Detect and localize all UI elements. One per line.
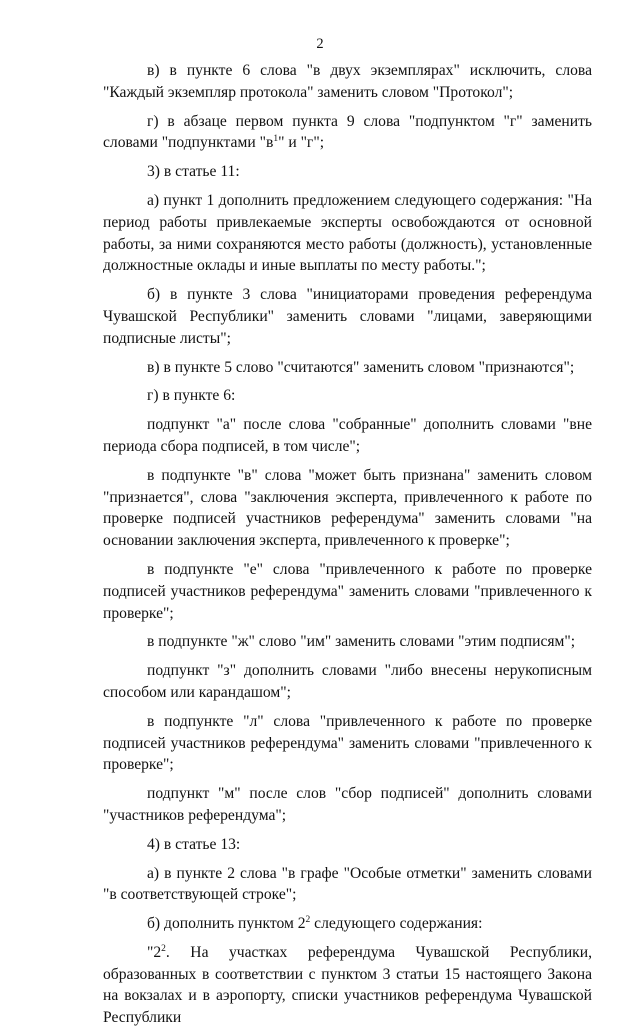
paragraph <box>103 60 592 104</box>
paragraph <box>103 357 592 379</box>
paragraph <box>103 631 592 653</box>
paragraph-text: в подпункте "в" слова "может быть признана" заменить словом "признается", слова "заключения эксперта, привлеченного к работе по проверке подписей участников референдума" заменить словами "на основании заключения эксперта, привлеченного к проверке"; <box>103 466 592 550</box>
paragraph <box>103 385 592 407</box>
paragraph-text: 4) в статье 13: <box>147 835 241 853</box>
paragraph-text: следующего содержания: <box>310 915 483 933</box>
paragraph <box>103 190 592 277</box>
paragraph-text: г) в пункте 6: <box>147 387 236 405</box>
paragraph-text: в подпункте "е" слова "привлеченного к работе по проверке подписей участников референдума" заменить словами "привлеченного к проверке"; <box>103 560 592 622</box>
paragraph-text: а) пункт 1 дополнить предложением следующего содержания: "На период работы привлекаемые эксперты освобождаются от основной работы, за ними сохраняются место работы (должность), установленные должностные оклады и иные выплаты по месту работы."; <box>103 191 592 275</box>
paragraph-text: в) в пункте 6 слова "в двух экземплярах" исключить, слова "Каждый экземпляр протокола" заменить словом "Протокол"; <box>103 62 592 101</box>
paragraph <box>103 284 592 349</box>
paragraph-text: в подпункте "л" слова "привлеченного к работе по проверке подписей участников референдума" заменить словами "привлеченного к проверке"; <box>103 712 592 774</box>
paragraph-text: в) в пункте 5 слово "считаются" заменить словом "признаются"; <box>147 358 575 376</box>
paragraph <box>103 111 592 155</box>
paragraph-text: "2 <box>147 943 162 961</box>
paragraph-text: подпункт "з" дополнить словами "либо внесены нерукописным способом или карандашом"; <box>103 662 592 701</box>
paragraph <box>103 414 592 458</box>
superscript: 2 <box>305 915 311 926</box>
paragraph-text: а) в пункте 2 слова "в графе "Особые отметки" заменить словами "в соответствующей строке"; <box>103 864 592 904</box>
paragraph <box>103 161 592 183</box>
paragraph-text: в подпункте "ж" слово "им" заменить словами "этим подписям"; <box>147 633 576 651</box>
paragraph <box>103 783 592 827</box>
paragraph <box>103 913 592 935</box>
paragraph-text: 3) в статье 11: <box>147 163 240 181</box>
paragraph-text: подпункт "а" после слова "собранные" дополнить словами "вне периода сбора подписей, в том числе"; <box>103 416 592 455</box>
superscript: 1 <box>273 134 279 145</box>
paragraph-text: г) в абзаце первом пункта 9 слова "подпунктом "г" заменить словами "подпунктами "в <box>103 112 592 152</box>
paragraph-text: б) дополнить пунктом 2 <box>147 915 306 933</box>
paragraph-text: " и "г"; <box>278 134 325 152</box>
paragraph <box>103 465 592 552</box>
paragraph <box>103 711 592 776</box>
paragraph-text: . На участках референдума Чувашской Республики, образованных в соответствии с пунктом 3 статьи 15 настоящего Закона на вокзалах и в аэропорту, списки участников референдума Чувашской Республики <box>103 943 592 1027</box>
paragraph-text: б) в пункте 3 слова "инициаторами проведения референдума Чувашской Республики" заменить словами "лицами, заверяющими подписные листы"; <box>103 286 592 347</box>
paragraph <box>103 834 592 856</box>
paragraph-text: подпункт "м" после слов "сбор подписей" дополнить словами "участников референдума"; <box>103 785 592 824</box>
document-body <box>103 60 592 1029</box>
superscript: 2 <box>161 943 166 954</box>
page-number: 2 <box>316 36 324 52</box>
paragraph <box>103 660 592 704</box>
paragraph <box>103 559 592 624</box>
paragraph <box>103 942 592 1029</box>
paragraph <box>103 863 592 907</box>
